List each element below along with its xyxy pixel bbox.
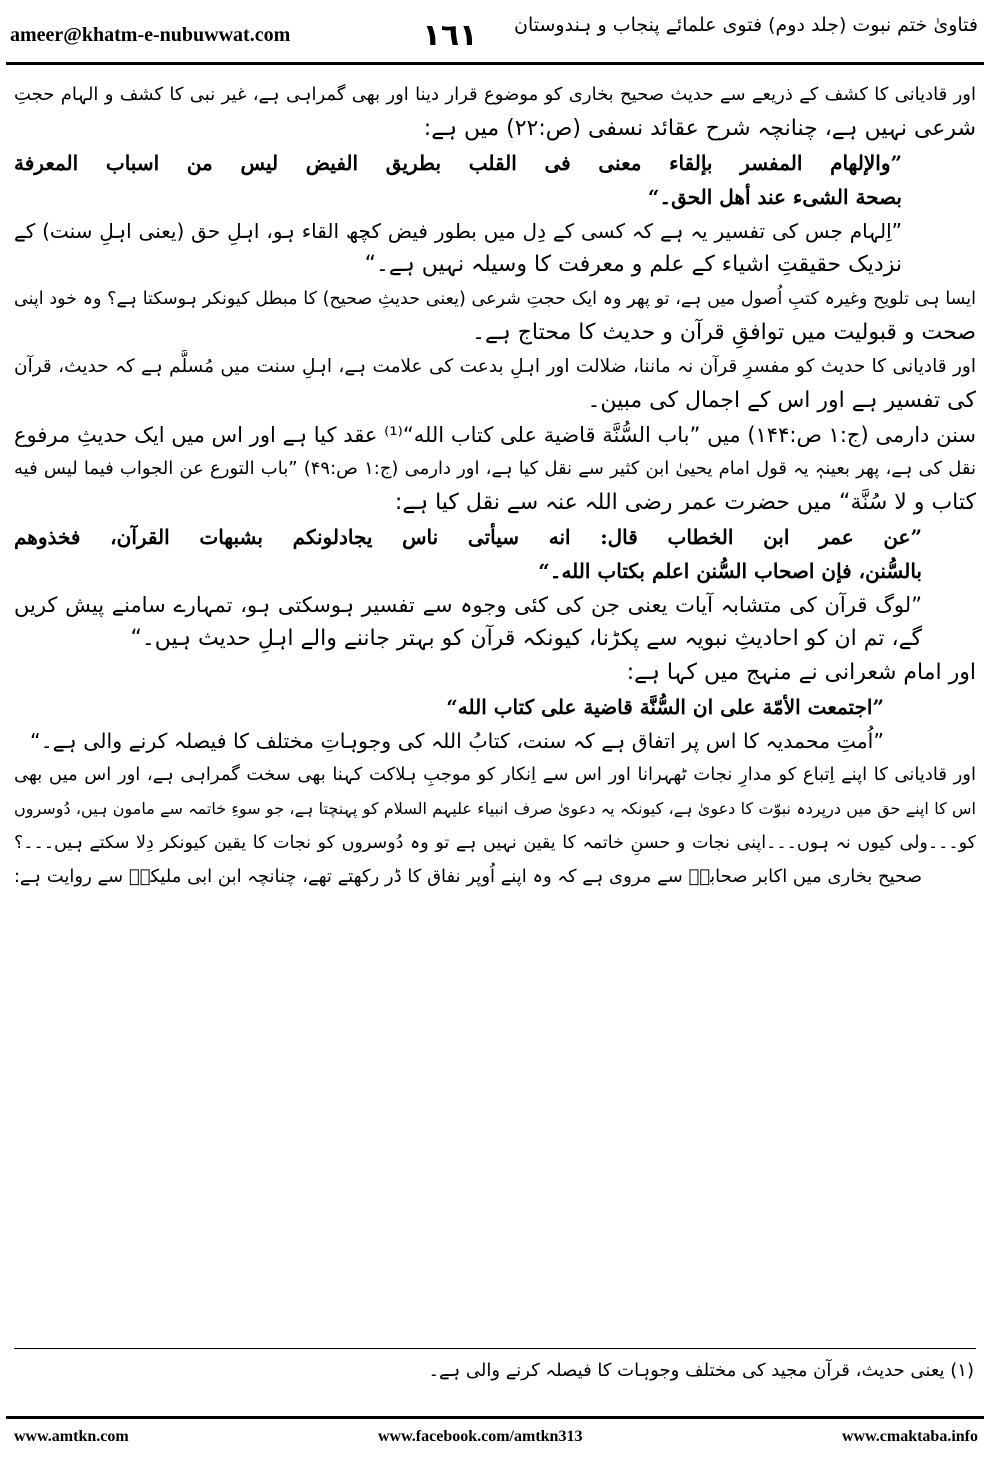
header-email: ameer@khatm-e-nubuwwat.com — [10, 24, 291, 46]
text-line: كتاب و لا سُنَّة“ میں حضرت عمر رضی اللہ عنہ سے نقل کیا ہے: — [394, 490, 976, 515]
translation-line: ”اِلہام جس کی تفسیر یہ ہے کہ کسی کے دِل میں بطور فیض کچھ القاء ہو، اہلِ حق (یعنی اہلِ سنت) کے — [14, 219, 902, 243]
footnote-rule — [14, 1348, 976, 1349]
text-line: اور قادیانی کا کشف کے ذریعے سے حدیث صحیح بخاری کو موضوع قرار دینا اور بھی گمراہی ہے، غیر نبی کا کشف و الہام حجتِ — [14, 84, 976, 105]
text-line: سنن دارمی (ج:۱ ص:۱۴۴) میں ”باب السُّنَّة قاضية على كتاب الله“⁽¹⁾ عقد کیا ہے اور اس میں ایک حدیثِ مرفوع — [14, 423, 976, 447]
footnote: (۱) یعنی حدیث، قرآن مجید کی مختلف وجوہات کا فیصلہ کرنے والی ہے۔ — [428, 1360, 974, 1381]
header-rule — [6, 62, 984, 65]
translation-line: نزدیک حقیقتِ اشیاء کے علم و معرفت کا وسیلہ نہیں ہے۔“ — [364, 252, 902, 277]
text-line: ایسا ہی تلویح وغیرہ کتبِ اُصول میں ہے، تو پھر وہ ایک حجتِ شرعی (یعنی حدیثِ صحیح) کا مبطل کیونکر ہوسکتا ہے؟ وہ خود اپنی — [14, 289, 976, 309]
page-header — [0, 0, 990, 62]
arabic-quote-line: ”عن عمر ابن الخطاب قال: انه سيأتى ناس يجادلونكم بشبهات القرآن، فخذوهم — [14, 525, 922, 549]
text-line: اور امام شعرانی نے منہج میں کہا ہے: — [626, 660, 976, 685]
footer-link-cmaktaba[interactable]: www.cmaktaba.info — [841, 1428, 978, 1445]
translation-line: ”لوگ قرآن کی متشابہ آیات یعنی جن کی کئی وجوہ سے تفسیر ہوسکتی ہو، تمہارے سامنے پیش کریں — [14, 593, 922, 617]
page-number: ١٦١ — [422, 18, 478, 53]
page-body — [14, 78, 976, 894]
text-line: کو۔۔۔ولی کیوں نہ ہوں۔۔۔اپنی نجات و حسنِ خاتمہ کا یقین نہیں ہے تو وہ دُوسروں کو نجات کا یقین کیونکر دِلا سکتے ہیں۔۔۔؟ — [14, 833, 976, 853]
book-title: فتاویٰ ختم نبوت (جلد دوم) فتوی علمائے پنجاب و ہندوستان — [514, 14, 978, 36]
text-line: کی تفسیر ہے اور اس کے اجمال کی مبین۔ — [587, 388, 976, 413]
text-line: اس کا اپنے حق میں درپردہ نبوّت کا دعویٰ ہے، کیونکہ یہ دعویٰ صرف انبیاء علیہم السلام کو پہنچتا ہے، جو سوءِ خاتمہ سے مامون ہیں، دُوسروں — [14, 799, 976, 818]
text-line: صحت و قبولیت میں توافقِ قرآن و حدیث کا محتاج ہے۔ — [472, 320, 976, 345]
text-line: اور قادیانی کا حدیث کو مفسرِ قرآن نہ ماننا، ضلالت اور اہلِ بدعت کی علامت ہے، اہلِ سنت میں مُسلَّم ہے کہ حدیث، قرآن — [14, 356, 976, 377]
arabic-quote-line: بصحة الشىء عند أهل الحق۔“ — [647, 185, 902, 209]
translation-line: گے، تم ان کو احادیثِ نبویہ سے پکڑنا، کیونکہ قرآن کو بہتر جاننے والے اہلِ حدیث ہیں۔“ — [130, 626, 922, 651]
translation-line: ”اُمتِ محمدیہ کا اس پر اتفاق ہے کہ سنت، کتابُ اللہ کی وجوہاتِ مختلف کا فیصلہ کرنے والی ہے۔“ — [30, 729, 884, 753]
footer-link-facebook[interactable]: www.facebook.com/amtkn313 — [378, 1428, 583, 1445]
arabic-quote-line: بالسُّنن، فإن اصحاب السُّنن اعلم بكتاب الله۔“ — [538, 559, 922, 583]
text-line: اور قادیانی کا اپنے اِتباع کو مدارِ نجات ٹھہرانا اور اس سے اِنکار کو موجبِ ہلاکت کہنا بھی سخت گمراہی ہے، اور اس میں بھی — [14, 764, 976, 785]
arabic-quote-line: ”اجتمعت الأمّة على ان السُّنَّة قاضية على كتاب الله“ — [446, 695, 884, 719]
text-line: صحیح بخاری میں اکابر صحابہؓ سے مروی ہے کہ وہ اپنے اُوپر نفاق کا ڈر رکھتے تھے، چنانچہ ابن ابی ملیکہؒ سے روایت ہے: — [14, 866, 922, 887]
text-line: نقل کی ہے، پھر بعینہٖ یہ قول امام یحییٰ ابن کثیر سے نقل کیا ہے، اور دارمی (ج:۱ ص:۴۹) ”باب التورع عن الجواب فيما ليس فيه — [14, 458, 976, 479]
footer-rule — [6, 1416, 984, 1419]
text-line: شرعی نہیں ہے، چنانچہ شرح عقائد نسفی (ص:۲۲) میں ہے: — [423, 116, 976, 141]
footer-link-amtkn[interactable]: www.amtkn.com — [14, 1428, 129, 1445]
arabic-quote-line: ”والإلهام المفسر بإلقاء معنى فى القلب بطريق الفيض ليس من اسباب المعرفة — [14, 151, 902, 175]
